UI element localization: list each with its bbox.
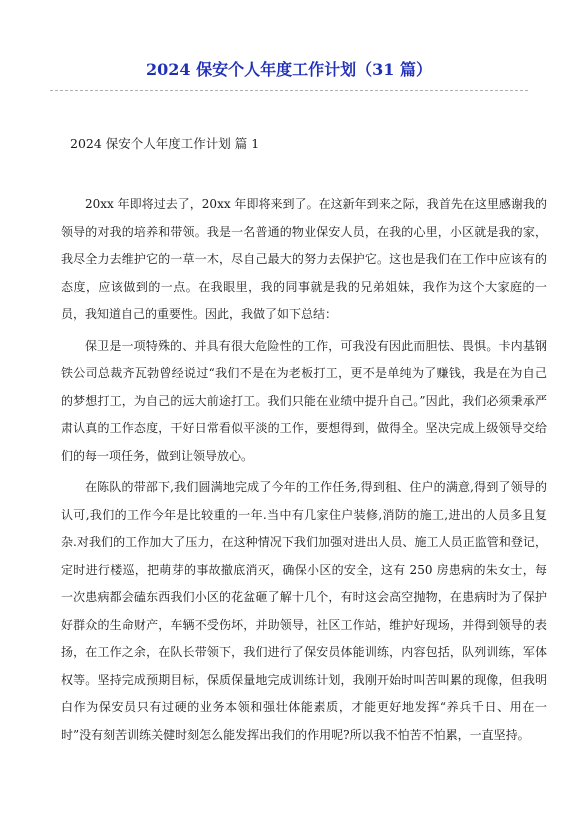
document-title: 2024 保安个人年度工作计划（31 篇） (146, 60, 432, 79)
document-body (61, 191, 547, 753)
paragraph-3: 在陈队的带部下,我们圆满地完成了今年的工作任务,得到租、住户的满意,得到了领导的认可,我们的工作今年是比较重的一年.当中有几家住户装修,消防的施工,进出的人员多且复杂.对我们的工作加大了压力，在这种情况下我们加强对进出人员、施工人员正监管和登记，定时进行楼巡，把萌芽的事故撤底消灭，确保小区的安全，这有 250 房患病的朱女士，每一次患病都会磕东西我们小区的花盆砸了解十几个，有时这会高空抛物，在患病时为了保护好群众的生命财产，车辆不受伤坏，并助领导，社区工作站，维护好现场，并得到领导的表扬，在工作之余，在队长带领下，我们进行了保安员体能训练，内容包括，队列训练，军体权等。坚持完成预期目标，保质保量地完成训练计划，我刚开始时叫苦叫累的现像，但我明白作为保安员只有过硬的业务本领和强壮体能素质，才能更好地发挥“养兵千日、用在一时”没有刻苦训练关健时刻怎么能发挥出我们的作用呢?所以我不怕苦不怕累，一直坚持。 (61, 480, 547, 742)
paragraph-1: 20xx 年即将过去了，20xx 年即将来到了。在这新年到来之际，我首先在这里感谢我的领导的对我的培养和带领。我是一名普通的物业保安人员，在我的心里，小区就是我的家，我尽全力去维护它的一草一木，尽自己最大的努力去保护它。这也是我们在工作中应该有的态度，应该做到的一点。在我眼里，我的同事就是我的兄弟姐妹，我作为这个大家庭的一员，我知道自己的重要性。因此，我做了如下总结： (61, 197, 547, 321)
title-divider (50, 90, 528, 91)
section-heading: 2024 保安个人年度工作计划 篇 1 (70, 136, 260, 151)
paragraph-2: 保卫是一项特殊的、并具有很大危险性的工作，可我没有因此而胆怯、畏惧。卡内基钢铁公司总裁齐瓦勃曾经说过“我们不是在为老板打工，更不是单纯为了赚钱，我是在为自己的梦想打工，为自己的远大前途打工。我们只能在业绩中提升自己。”因此，我们必须秉承严肃认真的工作态度，干好日常看似平淡的工作，要想得到，做得全。坚决完成上级领导交给们的每一项任务，做到让领导放心。 (61, 338, 547, 463)
